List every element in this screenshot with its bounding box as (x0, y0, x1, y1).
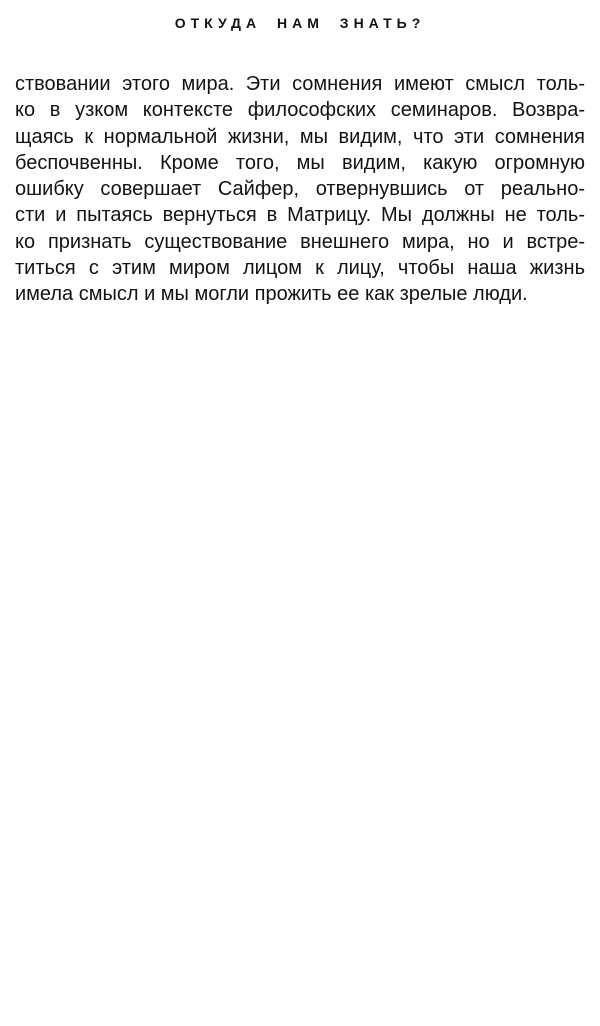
paragraph-line: ошибку совершает Сайфер, отвернувшись от реально- (15, 178, 585, 201)
paragraph-line: ко в узком контексте философских семинаров. Возвра- (15, 99, 585, 122)
paragraph-line: щаясь к нормальной жизни, мы видим, что эти сомнения (15, 125, 585, 148)
paragraph-line: ствовании этого мира. Эти сомнения имеют смысл толь- (15, 73, 585, 95)
paragraph (0, 71, 600, 308)
paragraph-line: имела смысл и мы могли прожить ее как зрелые люди. (15, 283, 528, 306)
running-header: ОТКУДА НАМ ЗНАТЬ? (174, 15, 426, 31)
paragraph-line: сти и пытаясь вернуться в Матрицу. Мы должны не толь- (15, 204, 585, 227)
paragraph-line: титься с этим миром лицом к лицу, чтобы наша жизнь (15, 257, 585, 280)
paragraph-line: беспочвенны. Кроме того, мы видим, какую огромную (15, 151, 585, 174)
paragraph-line: ко признать существование внешнего мира, но и встре- (15, 230, 585, 253)
